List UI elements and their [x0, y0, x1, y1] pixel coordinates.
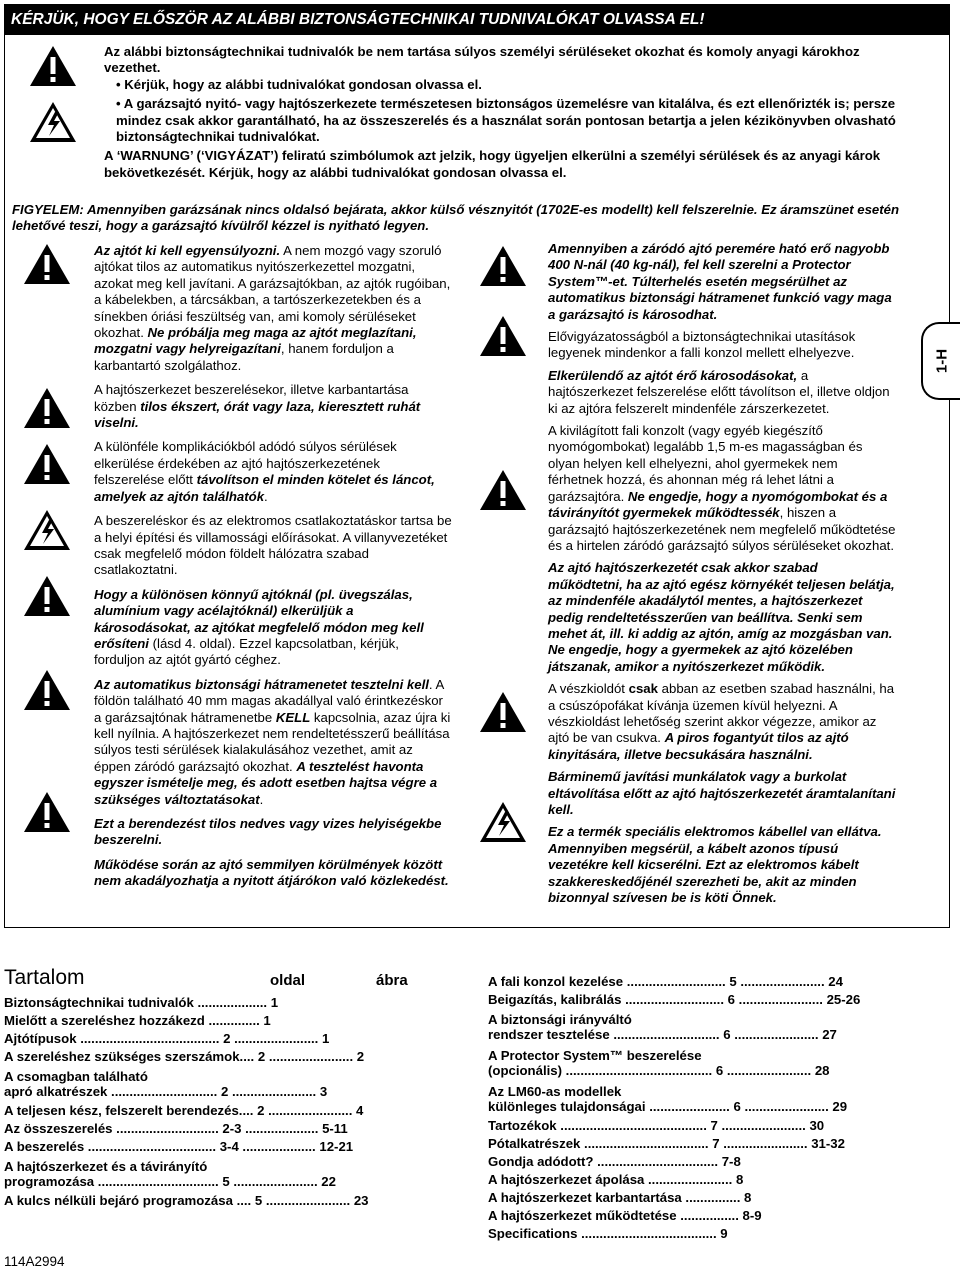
electric-shock-warning-icon — [478, 800, 528, 844]
toc-entry[interactable]: A kulcs nélküli bejáró programozása .... 5 ....................... 23 — [4, 1193, 369, 1208]
safety-paragraph: Ezt a berendezést tilos nedves vagy vizes helyiségekbe beszerelni. — [94, 816, 442, 848]
exclamation-warning-icon — [22, 574, 72, 618]
right-column — [548, 241, 896, 906]
intro-text — [104, 44, 914, 181]
safety-paragraph: Működése során az ajtó semmilyen körülmények között nem akadályozhatja a nyitott átjárókon való közlekedést. — [94, 856, 449, 889]
intro-bullet: • Kérjük, hogy az alábbi tudnivalókat gondosan olvassa el. — [116, 76, 482, 92]
toc-entry[interactable]: (opcionális) ........................................ 6 ....................... 28 — [488, 1063, 830, 1078]
safety-paragraph: Ez a termék speciális elektromos kábellel van ellátva. Amennyiben megsérül, a kábelt azonos típusú vezetékre kell kicserélni. Ezt az elektromos kábelt szakkereskedőjénél szerezheti be, akit az minden bizonnyal szívesen be is köti Önnek. — [548, 824, 882, 906]
safety-paragraph: A különféle komplikációkból adódó súlyos sérülések elkerülése érdekében az ajtó hajtószerkezetének felszerelése előtt távolítson el minden kötelet és láncot, amelyek az ajtón találhatók. — [94, 439, 435, 504]
electric-shock-warning-icon — [28, 100, 78, 144]
exclamation-warning-icon — [28, 44, 78, 88]
exclamation-warning-icon — [478, 244, 528, 288]
exclamation-warning-icon — [478, 690, 528, 734]
toc-entry[interactable]: Mielőtt a szereléshez hozzákezd .............. 1 — [4, 1013, 271, 1028]
toc-entry[interactable]: Tartozékok ........................................ 7 ....................... 30 — [488, 1118, 825, 1133]
toc-entry[interactable]: különleges tulajdonságai ...................... 6 ....................... 29 — [488, 1099, 848, 1114]
toc-entry[interactable]: Beigazítás, kalibrálás ........................... 6 ....................... 25-26 — [488, 992, 861, 1007]
safety-paragraph: Az ajtó hajtószerkezetét csak akkor szabad működtetni, ha az ajtó egész környékét teljesen belátja, az mindenféle akadálytól mentes, a hajtószerkezet pedig rendeltetésszerűen van beállítva. Senki sem mehet át, ill. ki addig az ajtón, amíg az mozgásban van. Ne engedje, hogy a gyermekek az ajtó közelében játszanak, amikor a nyitószerkezet működik. — [548, 560, 895, 674]
toc-entry[interactable]: rendszer tesztelése ............................. 6 ....................... 27 — [488, 1027, 837, 1042]
intro-line: Az alábbi biztonságtechnikai tudnivalók be nem tartása súlyos személyi sérüléseket okozhat és komoly anyagi károkhoz vezethet. — [104, 44, 860, 76]
toc-entry[interactable]: Az összeszerelés ............................ 2-3 .................... 5-11 — [4, 1121, 348, 1136]
toc-entry[interactable]: A hajtószerkezet ápolása ....................... 8 — [488, 1172, 744, 1187]
exclamation-warning-icon — [22, 790, 72, 834]
left-column — [94, 243, 452, 890]
toc-entry[interactable]: A szereléshez szükséges szerszámok.... 2 ....................... 2 — [4, 1049, 365, 1064]
safety-paragraph: Bárminemű javítási munkálatok vagy a burkolat eltávolítása előtt az ajtó hajtószerkezetét áramtalanítani kell. — [548, 769, 896, 817]
section-tab-label: 1-H — [933, 348, 951, 374]
safety-paragraph: Amennyiben a záródó ajtó peremére ható erő nagyobb 400 N-nál (40 kg-nál), fel kell szerelni a Protector System™-et. Túlterhelés esetén megsérülhet az automatikus biztonsági hátramenet funkció vagy maga a garázsajtó is károsodhat. — [548, 241, 892, 322]
section-tab — [921, 322, 960, 400]
safety-paragraph: Elkerülendő az ajtót érő károsodásokat, a hajtószerkezet felszerelése előtt távolítson el, illetve oldjon ki az ajtóra felszerelt mindenféle zárszerkezetet. — [548, 367, 890, 416]
safety-paragraph: A beszereléskor és az elektromos csatlakoztatáskor tartsa be a helyi építési és villamossági előírásokat. A villanyvezetéket csak megfelelő módon földelt hálózatra szabad csatlakoztatni. — [94, 513, 452, 578]
exclamation-warning-icon — [478, 468, 528, 512]
toc-entry[interactable]: A hajtószerkezet és a távirányító — [4, 1159, 208, 1174]
toc-entry[interactable]: apró alkatrészek ............................. 2 ....................... 3 — [4, 1084, 328, 1099]
toc-column-page: oldal — [270, 972, 306, 989]
figyelem-note: FIGYELEM: Amennyiben garázsának nincs oldalsó bejárata, akkor külső vésznyitót (1702E-es modellt) kell felszerelnie. Ez áramszünet esetén lehetővé teszi, hogy a garázsajtó kívülről kézzel is nyitható legyen. — [12, 202, 900, 234]
toc-title: Tartalom — [4, 966, 85, 989]
toc-entry[interactable]: A hajtószerkezet karbantartása ............... 8 — [488, 1190, 752, 1205]
toc-entry[interactable]: A teljesen kész, felszerelt berendezés.... 2 ....................... 4 — [4, 1103, 364, 1118]
toc-entry[interactable]: Biztonságtechnikai tudnivalók ................... 1 — [4, 995, 279, 1010]
toc-entry[interactable]: Pótalkatrészek .................................. 7 ....................... 31-32 — [488, 1136, 845, 1151]
toc-right — [488, 973, 928, 1243]
toc-entry[interactable]: Specifications ..................................... 9 — [488, 1226, 728, 1241]
safety-paragraph: Hogy a különösen könnyű ajtóknál (pl. üvegszálas, alumínium vagy acélajtóknál) elkerüljük a károsodásokat, az ajtókat megfelelő módon meg kell erősíteni (lásd 4. oldal). Ezzel kapcsolatban, kérjük, forduljon az ajtót gyártó céghez. — [94, 586, 424, 668]
intro-bullet: • A garázsajtó nyitó- vagy hajtószerkezete természetesen biztonságos üzemelésre van kitalálva, és ezt ellenőrizték is; persze mindez csak akkor garantálható, ha az összeszerelés és a használat során pontosan betartja a jelen kézikönyvben olvasható biztonságtechnikai tudnivalókat. — [116, 96, 896, 145]
toc-entry[interactable]: A Protector System™ beszerelése — [488, 1048, 702, 1063]
warnung-text: A ‘WARNUNG’ (‘VIGYÁZAT’) feliratú szimbólumok azt jelzik, hogy ügyeljen elkerülni a személyi sérülések és az anyagi károk bekövetkezését. Kérjük, hogy az alábbi tudnivalókat gondosan olvassa el. — [104, 148, 881, 180]
exclamation-warning-icon — [22, 668, 72, 712]
safety-paragraph: Az automatikus biztonsági hátramenetet tesztelni kell. A földön található 40 mm magas akadállyal való érintkezéskor a garázsajtónak hátramenetbe KELL kapcsolnia, azaz újra ki kell nyílnia. A hajtószerkezet nem rendeltetésszerű beállítása súlyos testi sérülések kialakulásához vezethet, amit az éppen záródó garázsajtó okozhat. A tesztelést havonta egyszer ismételje meg, és adott esetben hajtsa végre a szükséges változtatásokat. — [94, 676, 451, 807]
safety-header-title: KÉRJÜK, HOGY ELŐSZÖR AZ ALÁBBI BIZTONSÁGTECHNIKAI TUDNIVALÓKAT OLVASSA EL! — [5, 5, 949, 35]
toc-entry[interactable]: A fali konzol kezelése ........................... 5 ....................... 24 — [488, 974, 843, 989]
toc-entry[interactable]: A hajtószerkezet működtetése ................ 8-9 — [488, 1208, 762, 1223]
document-code: 114A2994 — [4, 1254, 65, 1269]
toc-entry[interactable]: A beszerelés ................................... 3-4 .................... 12-21 — [4, 1139, 354, 1154]
toc-entry[interactable]: programozása ................................. 5 ....................... 22 — [4, 1174, 336, 1189]
safety-paragraph: A hajtószerkezet beszerelésekor, illetve karbantartása közben tilos ékszert, órát vagy laza, kieresztett ruhát viselni. — [94, 382, 421, 431]
safety-paragraph: A vészkioldót csak abban az esetben szabad használni, ha a csúszópofákat kívánja üzemen kívül helyezni. A vészkioldást lehetőség szerint akkor végezze, amikor az ajtó be van csukva. A piros fogantyút tilos az ajtó kinyitására, illetve becsukására használni. — [548, 681, 895, 762]
toc-column-figure: ábra — [376, 972, 408, 989]
toc-entry[interactable]: Az LM60-as modellek — [488, 1084, 622, 1099]
toc-entry[interactable]: A biztonsági irányváltó — [488, 1012, 632, 1027]
toc-left — [4, 994, 444, 1210]
exclamation-warning-icon — [478, 314, 528, 358]
safety-paragraph: Elővigyázatosságból a biztonságtechnikai utasítások legyenek mindenkor a falli konzol mellett elhelyezve. — [548, 329, 856, 361]
toc-entry[interactable]: Ajtótípusok ...................................... 2 ....................... 1 — [4, 1031, 330, 1046]
safety-paragraph: Az ajtót ki kell egyensúlyozni. A nem mozgó vagy szoruló ajtókat tilos az automatikus nyitószerkezettel mozgatni, azokat meg kell javítani. A garázsajtókban, az ajtók rugóiban, a kábelekben, a tárcsákban, a tartószerkezetekben és a sínekben óriási feszültség van, ami komoly sérüléseket okozhat. Ne próbálja meg maga az ajtót meglazítani, mozgatni vagy helyreigazítani, hanem forduljon a karbantartó szolgálathoz. — [94, 243, 451, 373]
toc-entry[interactable]: Gondja adódott? ................................. 7-8 — [488, 1154, 741, 1169]
safety-paragraph: A kivilágított fali konzolt (vagy egyéb kiegészítő nyomógombokat) legalább 1,5 m-es magasságban és olyan helyen kell elhelyezni, ahol gyermekek nem férhetnek hozzá, és ahonnan még rá lehet látni a garázsajtóra. Ne engedje, hogy a nyomógombokat és a távirányítót gyermekek működtessék, hiszen a garázsajtó hajtószerkezetének nem megfelelő működtetése és a hirtelen záródó garázsajtó súlyos sérüléseket okozhat. — [548, 423, 896, 553]
exclamation-warning-icon — [22, 442, 72, 486]
toc-entry[interactable]: A csomagban található — [4, 1069, 148, 1084]
exclamation-warning-icon — [22, 242, 72, 286]
exclamation-warning-icon — [22, 386, 72, 430]
electric-shock-warning-icon — [22, 508, 72, 552]
